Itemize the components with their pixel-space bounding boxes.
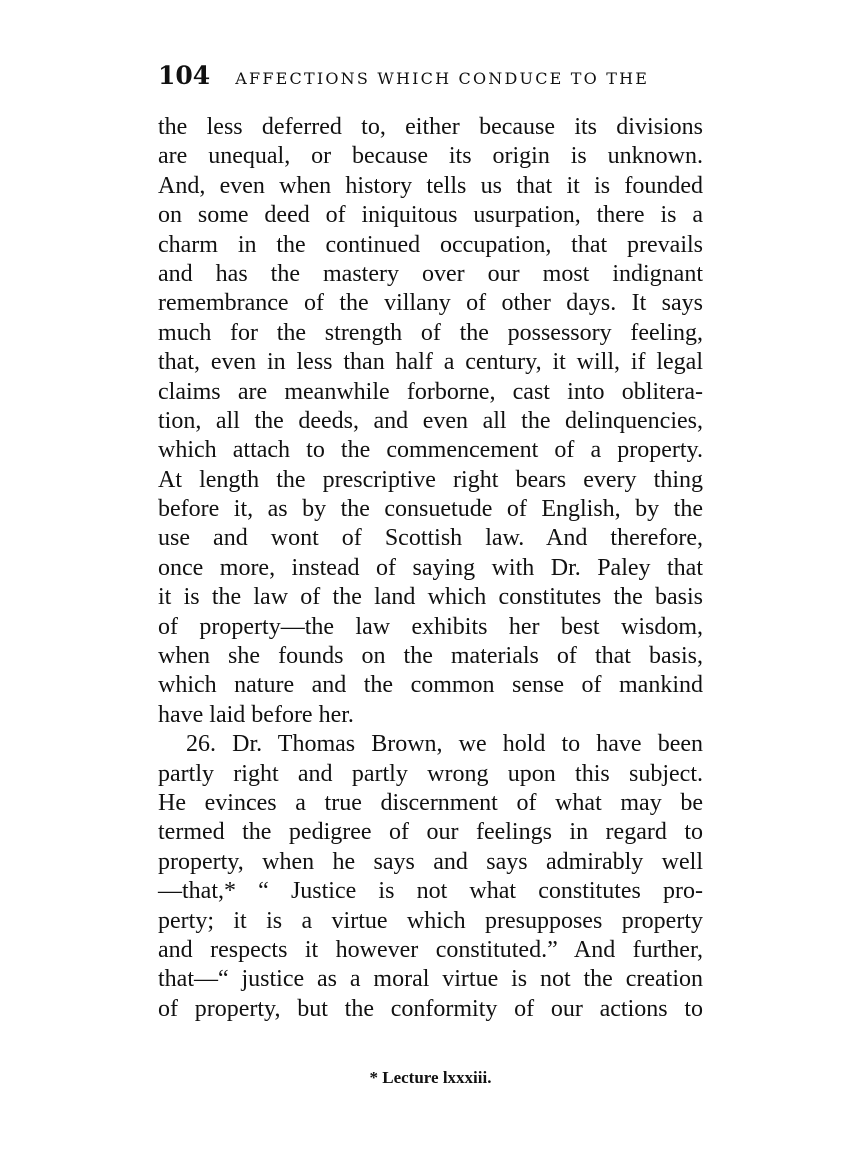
footnote: * Lecture lxxxiii. — [369, 1068, 492, 1087]
text-line: the less deferred to, either because its divisions — [158, 114, 703, 140]
text-line: —that,* “ Justice is not what constitutes pro- — [158, 878, 703, 905]
text-line: when she founds on the materials of that basis, — [158, 643, 703, 670]
text-line: of property, but the conformity of our actions to — [158, 995, 703, 1022]
text-line: that—“ justice as a moral virtue is not the creation — [158, 966, 703, 993]
text-line: before it, as by the consuetude of English, by the — [158, 496, 703, 523]
text-line: claims are meanwhile forborne, cast into oblitera- — [158, 378, 703, 405]
text-line: remembrance of the villany of other days. It says — [158, 290, 703, 317]
text-line: He evinces a true discernment of what may be — [158, 789, 703, 816]
text-line: And, even when history tells us that it is founded — [158, 172, 703, 199]
text-line: perty; it is a virtue which presupposes property — [158, 907, 703, 934]
text-line: much for the strength of the possessory feeling, — [158, 319, 703, 346]
text-line: and has the mastery over our most indignant — [158, 260, 703, 287]
text-line: on some deed of iniquitous usurpation, there is a — [158, 202, 703, 229]
text-line: are unequal, or because its origin is unknown. — [158, 143, 703, 170]
paragraph-end-line: have laid before her. — [158, 701, 354, 728]
text-line: tion, all the deeds, and even all the delinquencies, — [158, 407, 703, 434]
text-line: that, even in less than half a century, it will, if legal — [158, 349, 703, 376]
paragraph-start-line: 26. Dr. Thomas Brown, we hold to have been — [186, 731, 703, 758]
text-line: which attach to the commencement of a property. — [158, 437, 703, 464]
text-line: once more, instead of saying with Dr. Paley that — [158, 554, 703, 581]
text-line: charm in the continued occupation, that prevails — [158, 231, 703, 258]
text-line: and respects it however constituted.” And further, — [158, 936, 703, 963]
text-line: termed the pedigree of our feelings in regard to — [158, 819, 703, 846]
text-line: it is the law of the land which constitutes the basis — [158, 584, 703, 611]
running-head — [158, 60, 703, 92]
text-line: partly right and partly wrong upon this subject. — [158, 760, 703, 787]
text-line: use and wont of Scottish law. And therefore, — [158, 525, 703, 552]
text-line: which nature and the common sense of mankind — [158, 672, 703, 699]
text-line: At length the prescriptive right bears every thing — [158, 466, 703, 493]
text-line: of property—the law exhibits her best wisdom, — [158, 613, 703, 640]
text-line: property, when he says and says admirably well — [158, 848, 703, 875]
page-number: 104 — [158, 61, 211, 90]
running-head-title: AFFECTIONS WHICH CONDUCE TO THE — [235, 69, 650, 88]
body-text — [158, 113, 703, 1024]
